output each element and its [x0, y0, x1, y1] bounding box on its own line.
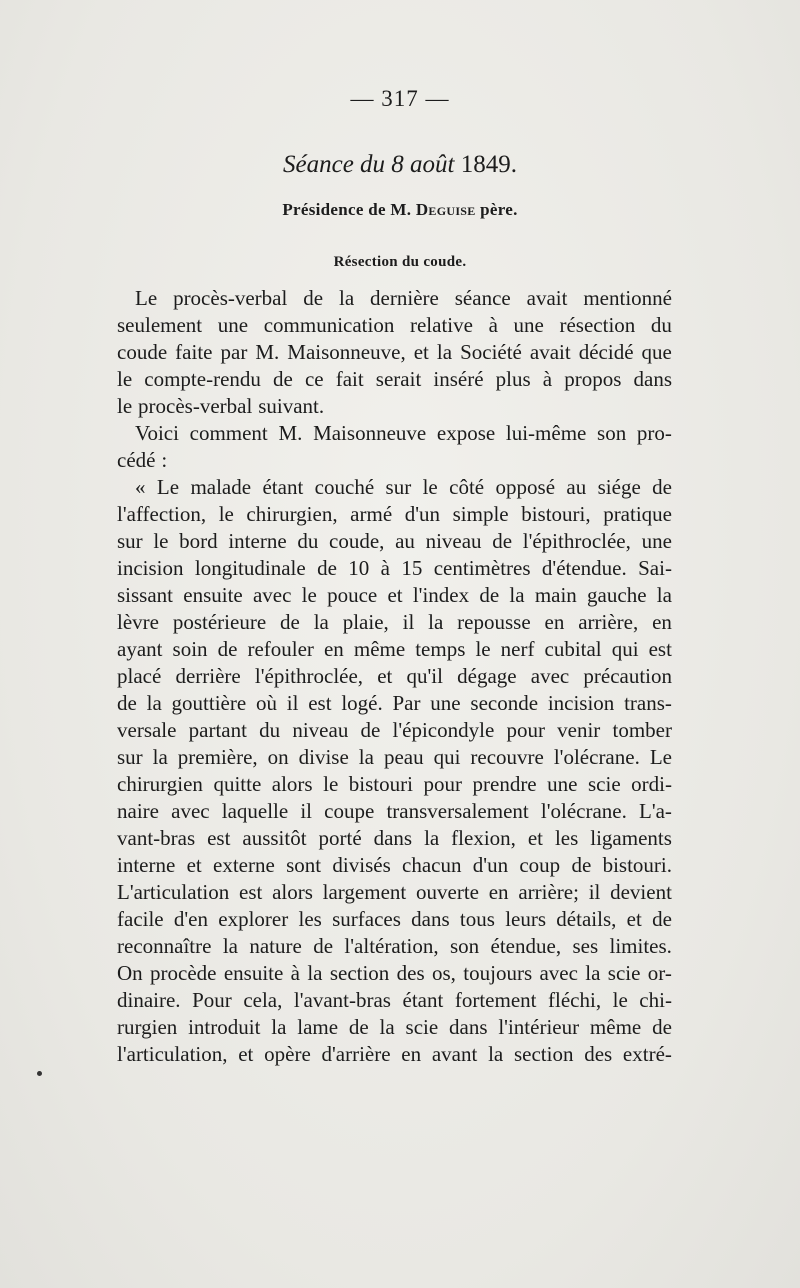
text-line: naire avec laquelle il coupe transversalement l'olécrane. L'a-: [117, 799, 672, 823]
session-date-prefix: Séance du 8: [283, 151, 404, 178]
text-line: ayant soin de refouler en même temps le nerf cubital qui est: [117, 637, 672, 661]
ink-speck: [37, 1071, 42, 1076]
text-line: sissant ensuite avec le pouce et l'index de la main gauche la: [117, 583, 672, 607]
text-line: vant-bras est aussitôt porté dans la flexion, et les ligaments: [117, 826, 672, 850]
session-title: [0, 151, 800, 179]
text-line: facile d'en explorer les surfaces dans tous leurs détails, et de: [117, 907, 672, 931]
presidency-prefix: Présidence de M.: [282, 200, 412, 219]
text-line: Le procès-verbal de la dernière séance avait mentionné: [135, 286, 672, 310]
session-month: août: [410, 151, 455, 178]
text-line: placé derrière l'épithroclée, et qu'il dégage avec précaution: [117, 664, 672, 688]
text-line: dinaire. Pour cela, l'avant-bras étant fortement fléchi, le chi-: [117, 988, 672, 1012]
text-line: On procède ensuite à la section des os, toujours avec la scie or-: [117, 961, 672, 985]
presidency-suffix: père.: [480, 200, 518, 219]
text-line: Voici comment M. Maisonneuve expose lui-même son pro-: [135, 421, 672, 445]
text-line: interne et externe sont divisés chacun d'un coup de bistouri.: [117, 853, 672, 877]
text-line: rurgien introduit la lame de la scie dans l'intérieur même de: [117, 1015, 672, 1039]
text-line: l'articulation, et opère d'arrière en avant la section des extré-: [117, 1042, 672, 1066]
section-title: Résection du coude.: [333, 254, 467, 270]
text-line: sur le bord interne du coude, au niveau de l'épithroclée, une: [117, 529, 672, 553]
text-line: incision longitudinale de 10 à 15 centimètres d'étendue. Sai-: [117, 556, 672, 580]
presidency-line: [0, 200, 800, 220]
text-line: seulement une communication relative à une résection du: [117, 313, 672, 337]
body-text: [117, 285, 672, 1068]
session-year: 1849.: [460, 151, 517, 178]
text-line: coude faite par M. Maisonneuve, et la Société avait décidé que: [117, 340, 672, 364]
text-line: cédé :: [117, 448, 168, 472]
text-line: versale partant du niveau de l'épicondyle pour venir tomber: [117, 718, 672, 742]
text-line: L'articulation est alors largement ouverte en arrière; il devient: [117, 880, 672, 904]
text-line: le compte-rendu de ce fait serait inséré plus à propos dans: [117, 367, 672, 391]
text-line: le procès-verbal suivant.: [117, 394, 325, 418]
text-line: « Le malade étant couché sur le côté opposé au siége de: [135, 475, 672, 499]
text-line: lèvre postérieure de la plaie, il la repousse en arrière, en: [117, 610, 672, 634]
text-line: reconnaître la nature de l'altération, son étendue, ses limites.: [117, 934, 672, 958]
text-line: sur la première, on divise la peau qui recouvre l'olécrane. Le: [117, 745, 672, 769]
page-number: — 317 —: [350, 86, 450, 111]
text-line: de la gouttière où il est logé. Par une seconde incision trans-: [117, 691, 672, 715]
text-line: l'affection, le chirurgien, armé d'un simple bistouri, pratique: [117, 502, 672, 526]
president-name: Deguise: [415, 200, 476, 219]
text-line: chirurgien quitte alors le bistouri pour prendre une scie ordi-: [117, 772, 672, 796]
